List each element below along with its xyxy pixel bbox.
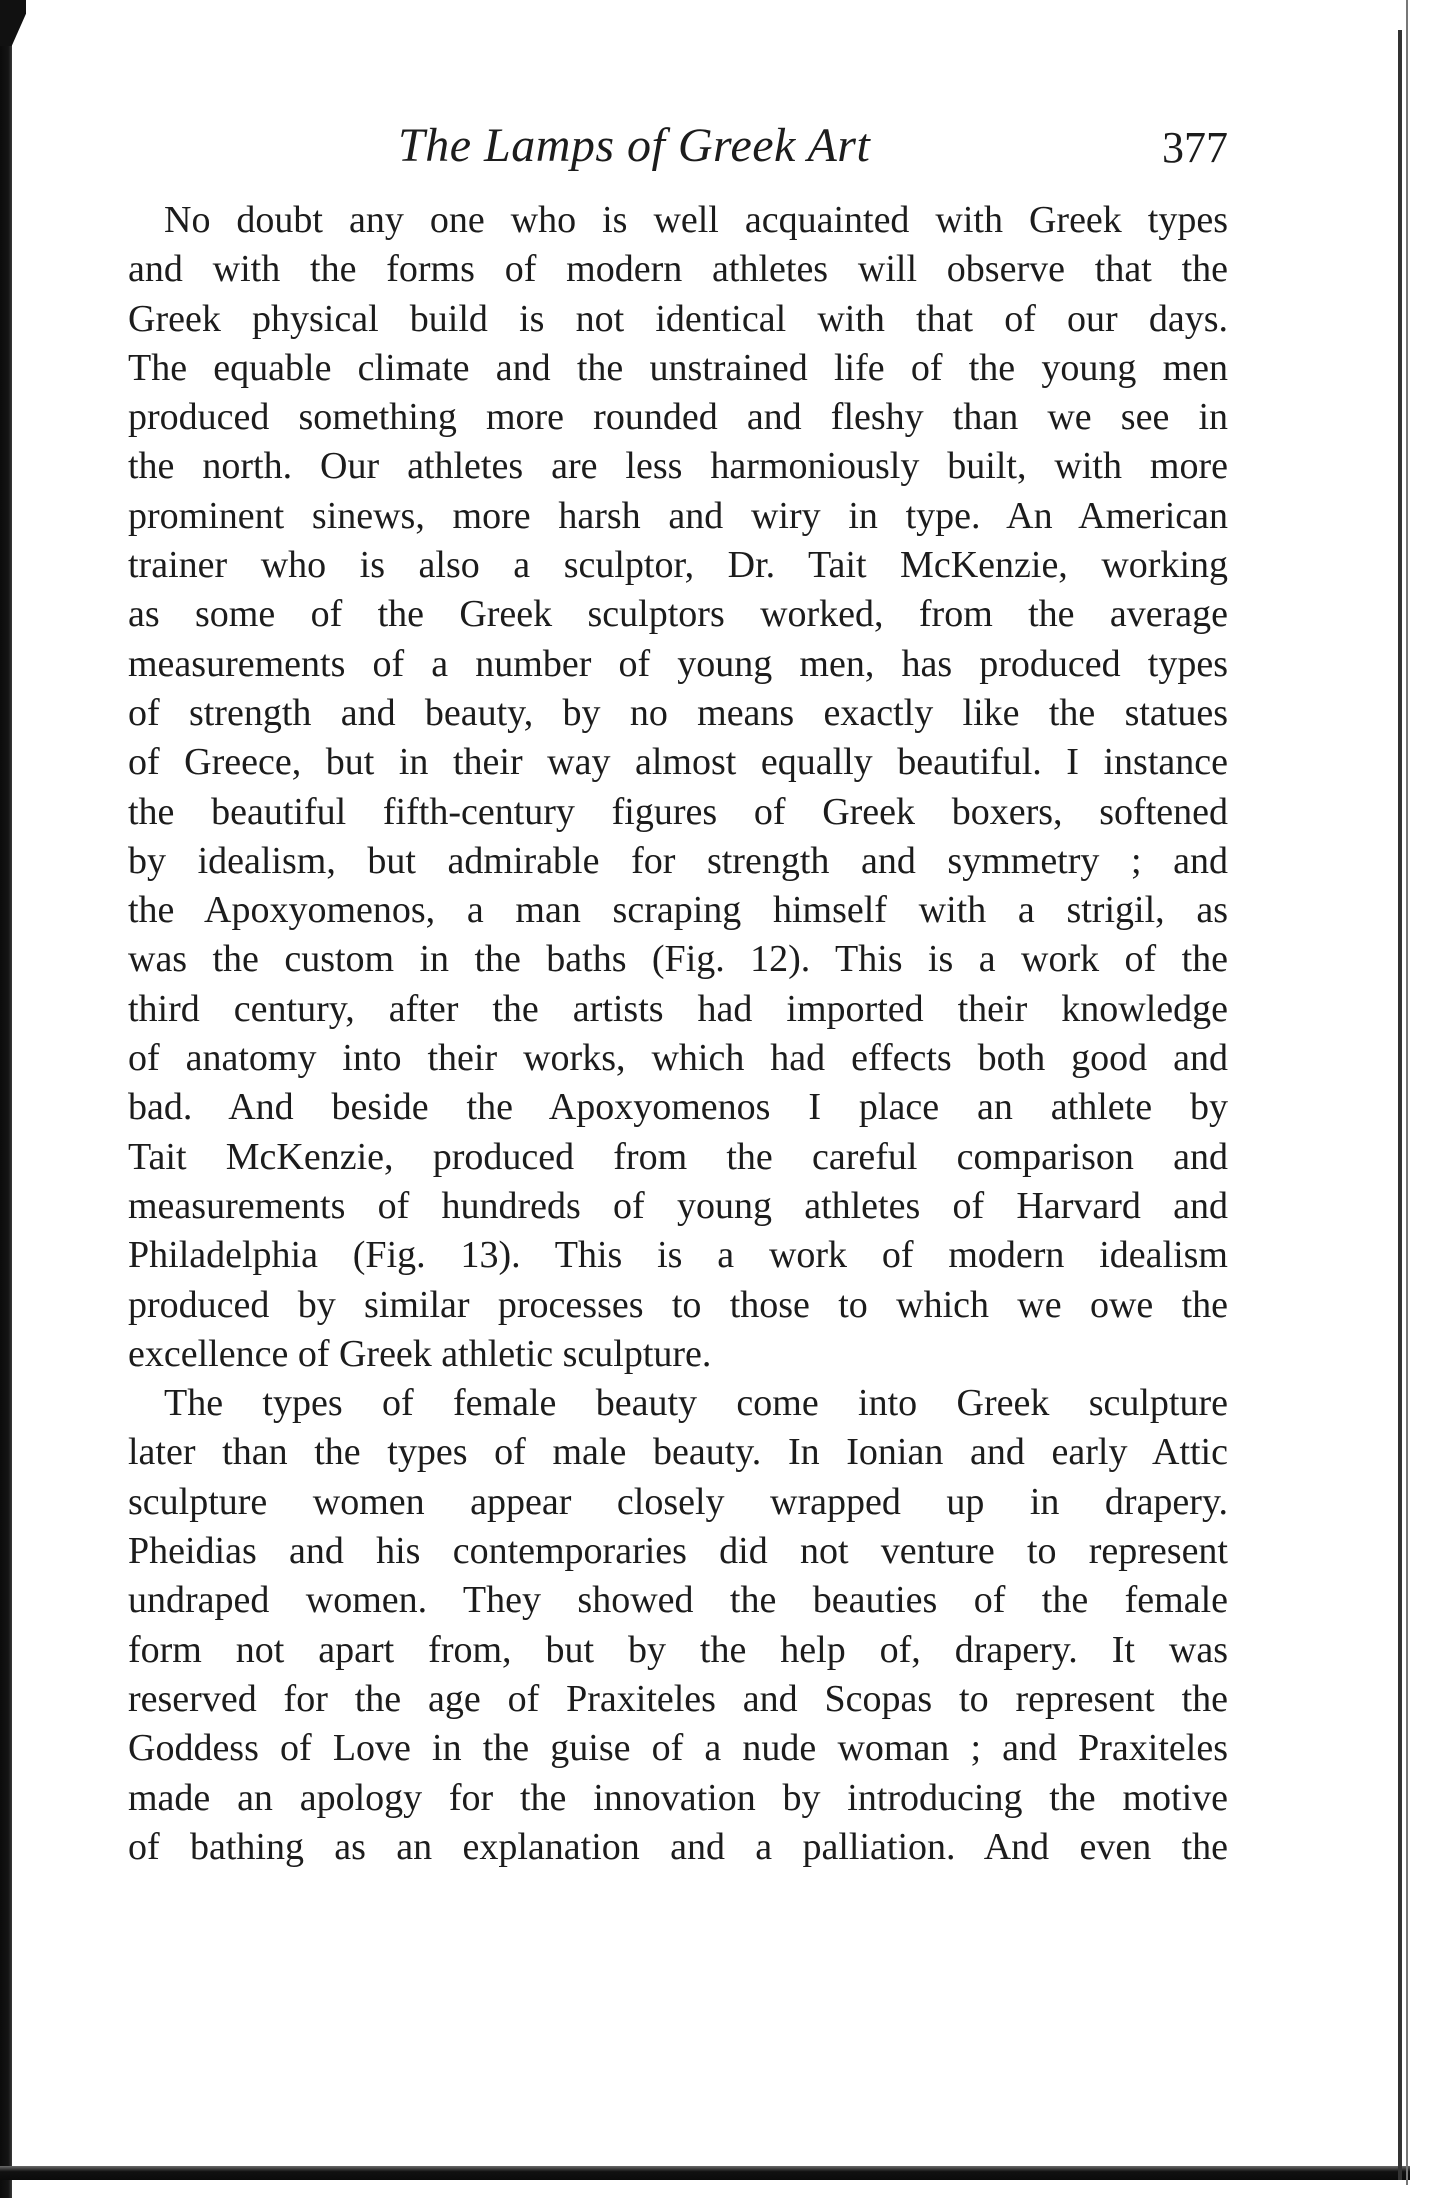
text-line: and with the forms of modern athletes will observe that the [128, 248, 1228, 291]
text-line: sculpture women appear closely wrapped up in drapery. [128, 1480, 1228, 1523]
scan-binding-shadow [0, 0, 12, 2198]
text-line: reserved for the age of Praxiteles and Scopas to represent the [128, 1677, 1228, 1720]
scan-corner-mark [0, 0, 26, 46]
running-title: The Lamps of Greek Art [398, 119, 871, 172]
text-line: by idealism, but admirable for strength and symmetry ; and [128, 839, 1228, 882]
text-line: Goddess of Love in the guise of a nude woman ; and Praxiteles [128, 1727, 1228, 1770]
text-line: undraped women. They showed the beauties of the female [128, 1579, 1228, 1622]
text-line: produced by similar processes to those to which we owe the [128, 1283, 1228, 1326]
text-line: of strength and beauty, by no means exactly like the statues [128, 691, 1228, 734]
text-line: prominent sinews, more harsh and wiry in type. An American [128, 494, 1228, 537]
text-line: bad. And beside the Apoxyomenos I place an athlete by [128, 1086, 1228, 1129]
text-line: Tait McKenzie, produced from the careful comparison and [128, 1135, 1228, 1178]
text-line: Philadelphia (Fig. 13). This is a work of modern idealism [128, 1234, 1228, 1277]
scan-right-edge [1398, 30, 1402, 2180]
text-line: the north. Our athletes are less harmoniously built, with more [128, 445, 1228, 488]
text-line: later than the types of male beauty. In Ionian and early Attic [128, 1431, 1228, 1474]
text-line: trainer who is also a sculptor, Dr. Tait McKenzie, working [128, 544, 1228, 587]
text-line: the Apoxyomenos, a man scraping himself with a strigil, as [128, 889, 1228, 932]
scan-bottom-edge [0, 2166, 1410, 2180]
text-line: of bathing as an explanation and a palliation. And even the [128, 1825, 1228, 1868]
paragraph [128, 1379, 1228, 1872]
text-line: third century, after the artists had imported their knowledge [128, 987, 1228, 1030]
text-line: was the custom in the baths (Fig. 12). This is a work of the [128, 938, 1228, 981]
text-line: produced something more rounded and fleshy than we see in [128, 396, 1228, 439]
text-line: The equable climate and the unstrained life of the young men [128, 346, 1228, 389]
text-line: Greek physical build is not identical with that of our days. [128, 297, 1228, 340]
text-line: No doubt any one who is well acquainted with Greek types [164, 199, 1228, 241]
page-header [128, 118, 1228, 184]
text-line: form not apart from, but by the help of, drapery. It was [128, 1628, 1228, 1671]
text-line: measurements of hundreds of young athletes of Harvard and [128, 1184, 1228, 1227]
text-line: Pheidias and his contemporaries did not venture to represent [128, 1530, 1228, 1573]
text-line: of anatomy into their works, which had effects both good and [128, 1037, 1228, 1080]
text-line: measurements of a number of young men, has produced types [128, 642, 1228, 685]
paragraph [128, 196, 1228, 1379]
text-line: The types of female beauty come into Greek sculpture [164, 1382, 1228, 1425]
text-line: the beautiful fifth-century figures of Greek boxers, softened [128, 790, 1228, 833]
text-line: of Greece, but in their way almost equally beautiful. I instance [128, 741, 1228, 784]
scan-right-edge-outer [1406, 0, 1408, 2185]
page-number: 377 [1162, 123, 1228, 172]
page-body [128, 196, 1228, 1872]
text-line: excellence of Greek athletic sculpture. [128, 1332, 712, 1375]
text-line: as some of the Greek sculptors worked, from the average [128, 593, 1228, 636]
text-line: made an apology for the innovation by introducing the motive [128, 1776, 1228, 1819]
